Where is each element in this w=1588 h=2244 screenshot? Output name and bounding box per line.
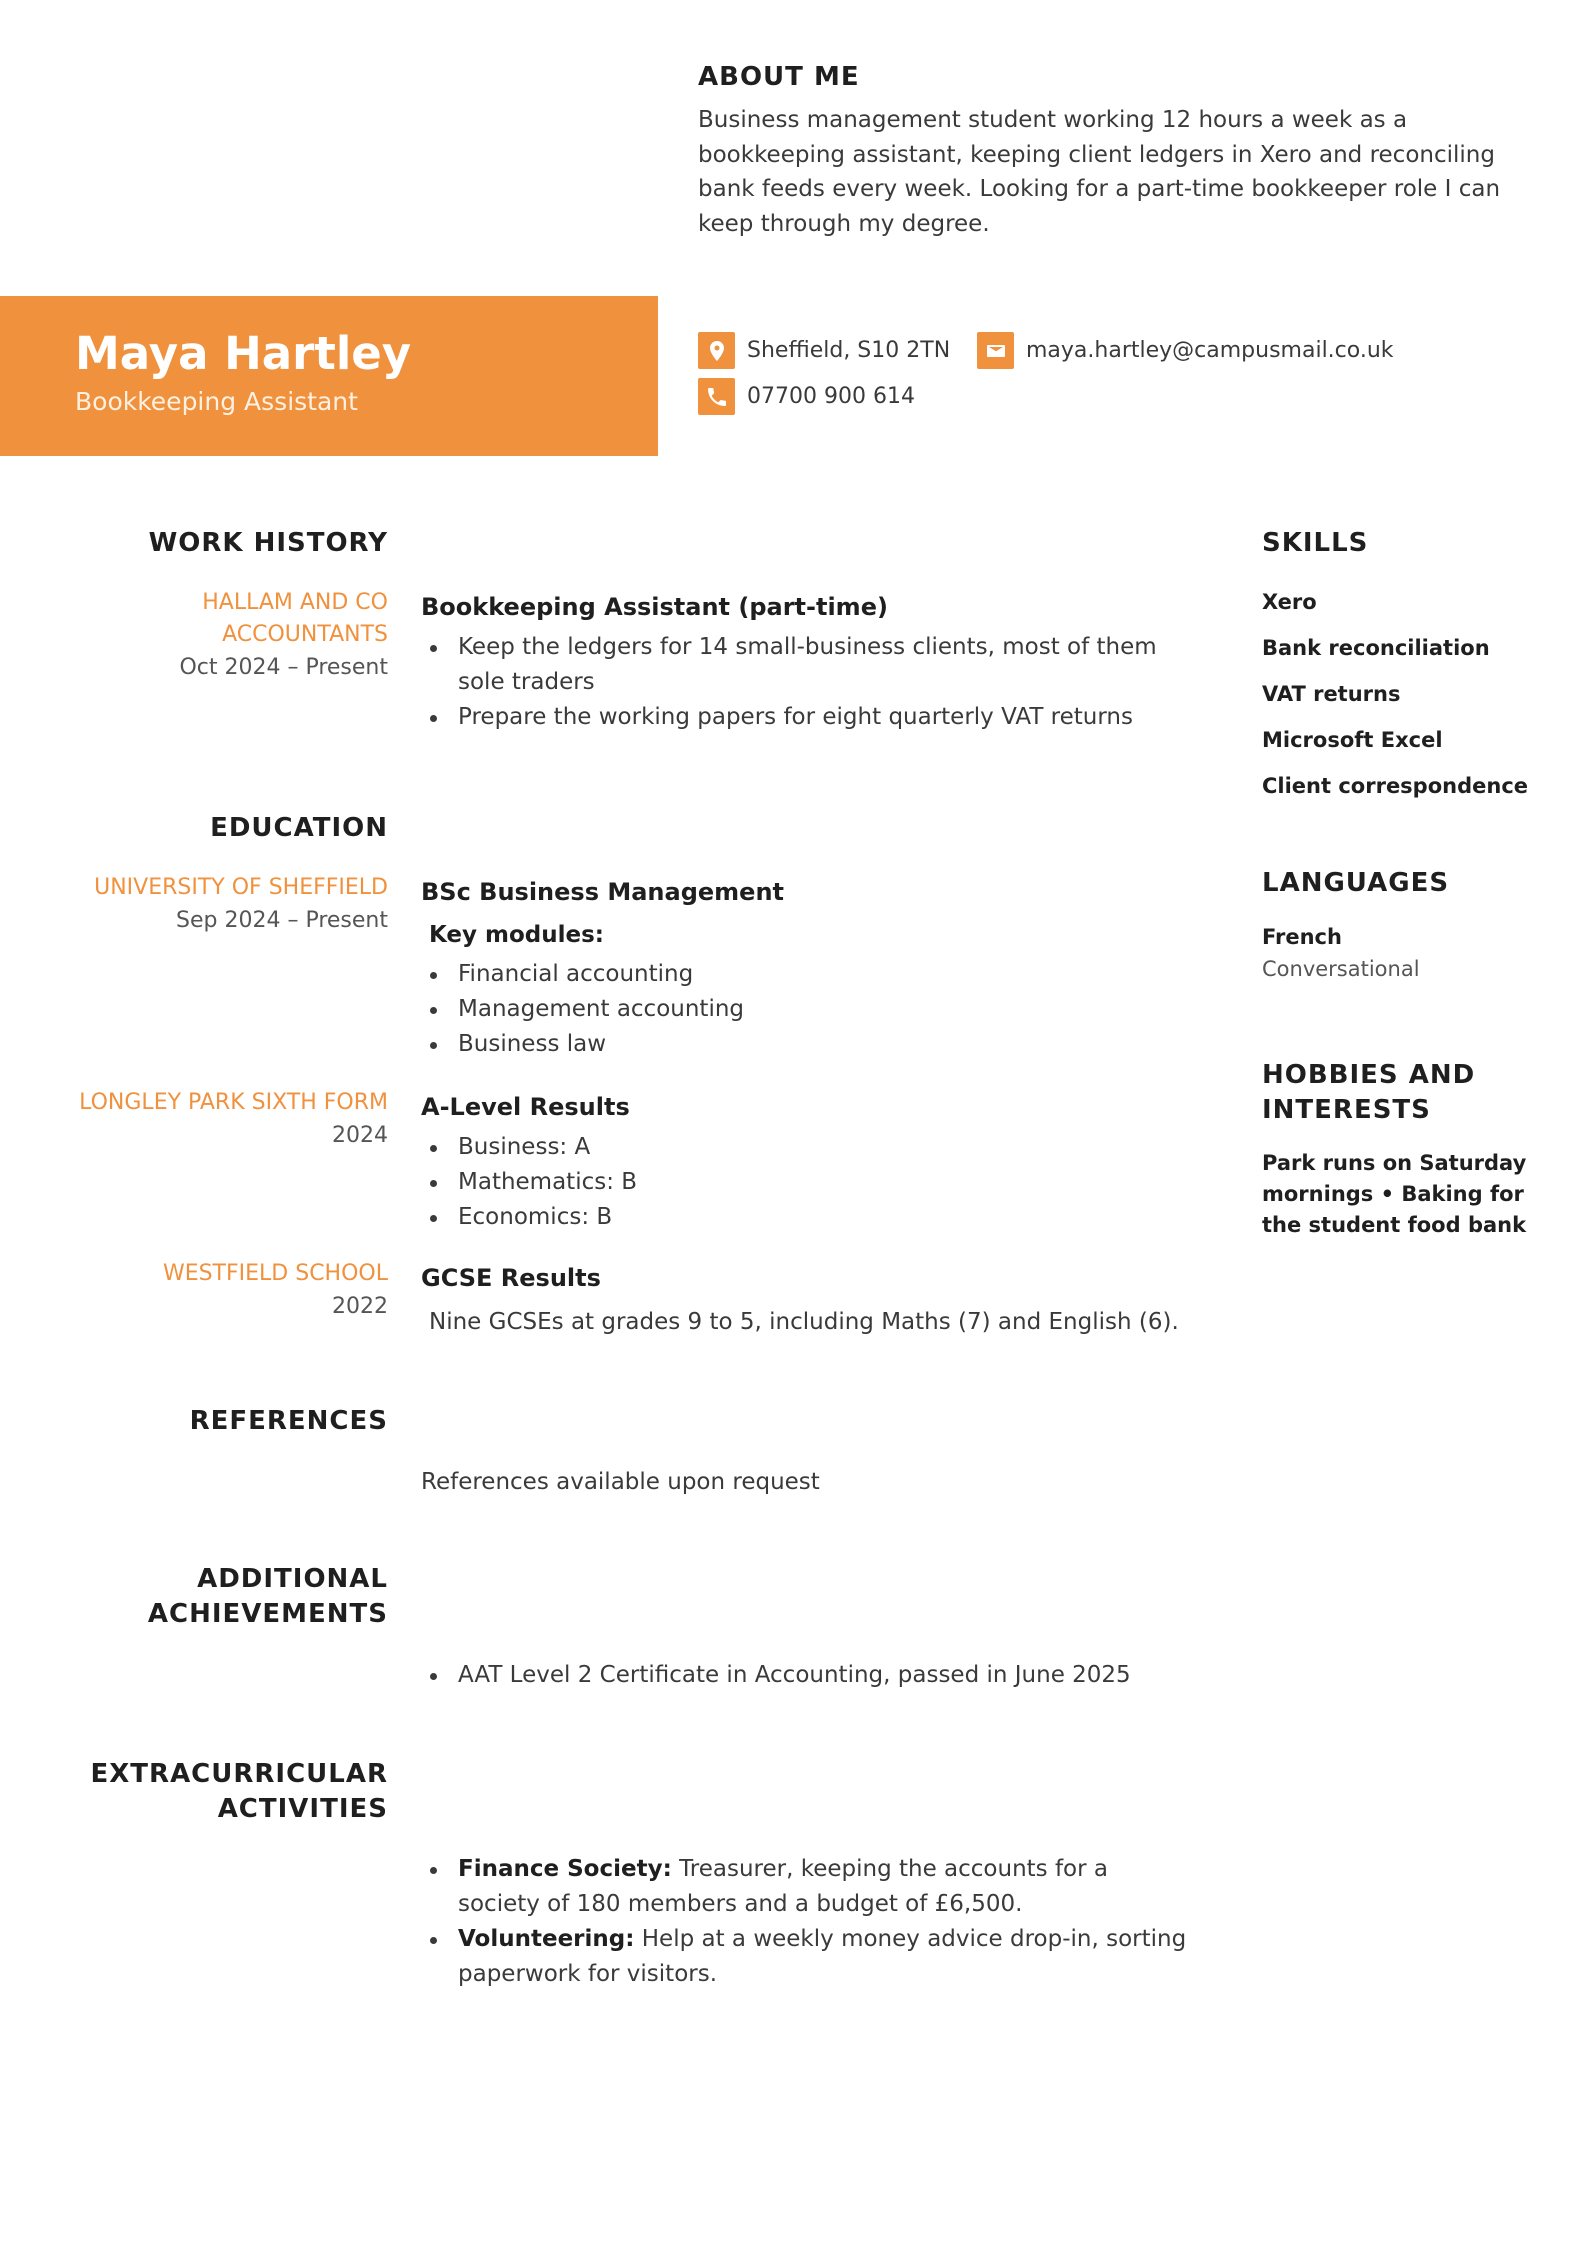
achievements-heading-line1: ADDITIONAL [197,1564,388,1594]
hobbies-heading-line2: INTERESTS [1262,1095,1431,1125]
phone-icon [698,378,735,415]
work-date: Oct 2024 – Present [179,655,388,680]
edu-meta-3 [163,1258,388,1324]
hobbies-section [1262,1058,1562,1241]
activity-text: Treasurer, keeping the accounts for a society of 180 members and a budget of £6,500. [458,1856,1108,1917]
references-text: References available upon request [421,1469,820,1495]
languages-section [1262,866,1562,985]
hobbies-heading-line1: HOBBIES AND [1262,1060,1476,1090]
candidate-title: Bookkeeping Assistant [75,387,358,416]
map-pin-icon [698,332,735,369]
edu-entry-2 [421,1090,1191,1235]
skills-heading: SKILLS [1262,528,1369,558]
edu-meta-1 [94,872,388,938]
edu-date: 2022 [332,1294,388,1319]
work-meta [179,587,388,685]
skills-section [1262,526,1562,809]
candidate-name: Maya Hartley [75,327,412,380]
edu-degree: A-Level Results [421,1093,630,1121]
edu-institution: LONGLEY PARK SIXTH FORM [79,1090,388,1115]
list-item [421,1852,1191,1922]
edu-degree: GCSE Results [421,1264,601,1292]
email-link[interactable]: maya.hartley@campusmail.co.uk [1026,338,1394,363]
about-section [698,60,1528,241]
list-item: Business: A [421,1130,1191,1165]
list-item: Financial accounting [421,957,1191,992]
achievements-heading-line2: ACHIEVEMENTS [147,1599,388,1629]
about-text: Business management student working 12 hours a week as a bookkeeping assistant, keeping client ledgers in Xero and reconciling bank feeds every week. Looking for a part-time bookkeeper role I can keep through my degree. [698,107,1501,237]
work-role: Bookkeeping Assistant (part-time) [421,593,888,621]
references-heading: REFERENCES [189,1406,388,1436]
extracurricular-heading-line2: ACTIVITIES [217,1794,388,1824]
work-entry [421,590,1191,735]
name-banner [0,296,658,456]
achievements-list [421,1658,1191,1693]
edu-date: Sep 2024 – Present [176,908,388,933]
about-heading: ABOUT ME [698,62,860,92]
edu-entry-3 [421,1261,1191,1340]
edu-meta-2 [79,1087,388,1153]
envelope-icon [977,332,1014,369]
location-text: Sheffield, S10 2TN [747,338,951,363]
activity-label: Volunteering: [458,1926,635,1952]
languages-heading: LANGUAGES [1262,868,1450,898]
activity-label: Finance Society: [458,1856,672,1882]
education-heading: EDUCATION [210,813,388,843]
skill-item: Client correspondence [1262,774,1529,798]
edu-date: 2024 [332,1123,388,1148]
skill-item: VAT returns [1262,682,1401,706]
work-bullets [421,630,1191,735]
contact-location [698,332,950,369]
work-history-heading: WORK HISTORY [148,528,388,558]
list-item: Mathematics: B [421,1165,1191,1200]
edu-degree: BSc Business Management [421,878,784,906]
extracurricular-list [421,1852,1191,1992]
list-item: Prepare the working papers for eight quarterly VAT returns [421,700,1191,735]
contact-email [977,332,1394,369]
work-employer-line2: ACCOUNTANTS [222,622,388,647]
list-item [421,1922,1191,1992]
skill-item: Xero [1262,590,1317,614]
skill-item: Bank reconciliation [1262,636,1490,660]
hobbies-text: Park runs on Saturday mornings • Baking for the student food bank [1262,1151,1527,1237]
edu-institution: WESTFIELD SCHOOL [162,1261,388,1286]
list-item: Business law [421,1027,1191,1062]
edu-entry-1 [421,875,1191,1062]
language-item [1262,921,1562,985]
phone-text: 07700 900 614 [747,384,915,409]
skills-list [1262,579,1562,809]
language-name: French [1262,925,1342,949]
language-level: Conversational [1262,957,1420,981]
extracurricular-heading-line1: EXTRACURRICULAR [90,1759,388,1789]
edu-subheading: Key modules: [429,922,604,948]
list-item: Economics: B [421,1200,1191,1235]
skill-item: Microsoft Excel [1262,728,1443,752]
edu-bullets [421,957,1191,1062]
list-item: Keep the ledgers for 14 small-business clients, most of them sole traders [421,630,1191,700]
list-item: Management accounting [421,992,1191,1027]
extracurricular-heading [91,1757,389,1827]
work-employer-line1: HALLAM AND CO [202,590,388,615]
contact-phone [698,378,915,415]
list-item: AAT Level 2 Certificate in Accounting, passed in June 2025 [421,1658,1191,1693]
edu-institution: UNIVERSITY OF SHEFFIELD [94,875,388,900]
activity-text: Help at a weekly money advice drop-in, sorting paperwork for visitors. [458,1926,1187,1987]
edu-bullets [421,1130,1191,1235]
edu-text: Nine GCSEs at grades 9 to 5, including Maths (7) and English (6). [429,1309,1179,1335]
achievements-heading [148,1562,388,1632]
